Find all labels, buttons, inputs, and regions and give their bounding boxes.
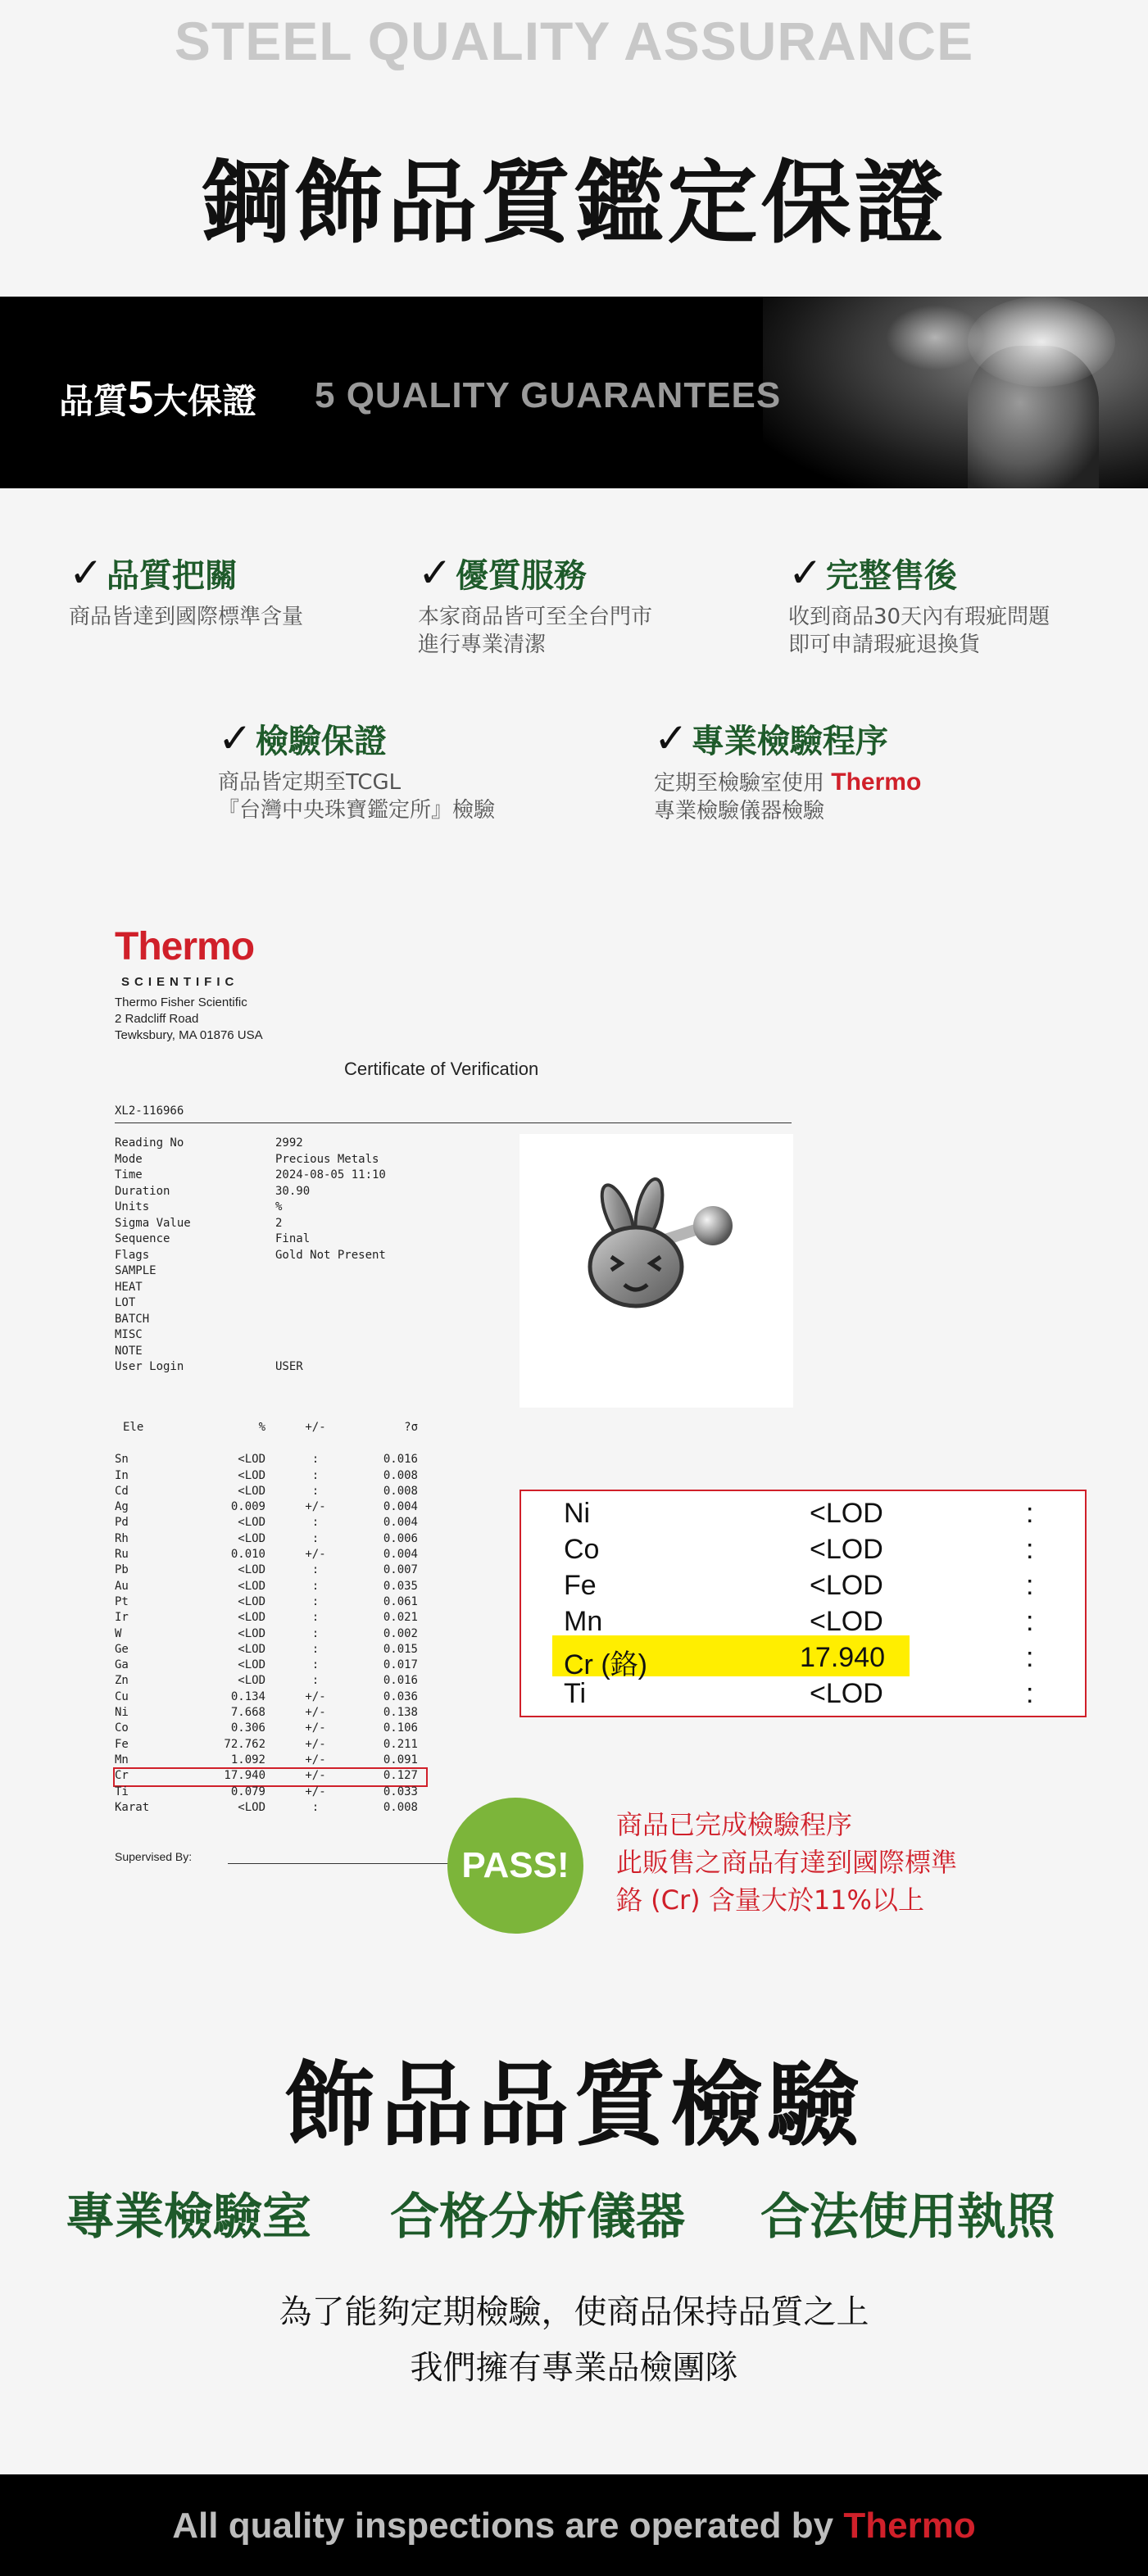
banner-smoke [968,297,1115,387]
footer-brand: Thermo [843,2506,976,2546]
field-key: SAMPLE [115,1264,157,1277]
table-header: Ele % +/- ?σ [123,1421,418,1434]
zoom-cell: Ni [564,1498,591,1529]
inspection-item: 合格分析儀器 [390,2188,685,2246]
certificate-id: XL2-116966 [115,1104,184,1118]
table-cell: : [311,1594,320,1608]
banner-smoke [886,305,984,370]
check-icon: ✓ [218,714,252,762]
field-key: Mode [115,1152,143,1166]
check-icon: ✓ [69,549,103,596]
table-cell: Ge [115,1642,129,1656]
inspection-item: 專業檢驗室 [66,2188,311,2246]
table-row [115,1500,426,1516]
table-cell: Cu [115,1689,129,1703]
table-cell: Ti [115,1785,129,1798]
table-cell: 0.035 [383,1579,418,1593]
guarantee-item: ✓ 檢驗保證 商品皆定期至TCGL 『台灣中央珠寶鑑定所』檢驗 [218,714,496,823]
table-row [115,1532,426,1548]
table-cell: 0.016 [383,1453,418,1467]
table-cell: +/- [305,1753,326,1766]
table-cell: 0.036 [383,1689,418,1703]
certificate-fields [115,1136,386,1376]
certificate-address: Thermo Fisher Scientific 2 Radcliff Road Tewksbury, MA 01876 USA [115,995,263,1042]
thermo-logo: Thermo [115,925,255,968]
table-cell: : [311,1611,320,1625]
table-cell: : [311,1516,320,1530]
zoom-cell: <LOD [810,1606,883,1637]
table-cell: <LOD [238,1453,265,1467]
table-cell: Pd [115,1516,129,1530]
guarantee-item: ✓ 完整售後 收到商品30天內有瑕疵問題 即可申請瑕疵退換貨 [788,549,1050,657]
table-cell: <LOD [238,1516,265,1530]
zoom-cell: Ti [564,1678,587,1709]
table-cell: W [115,1626,122,1640]
table-cell: Ir [115,1611,129,1625]
table-cell: +/- [305,1737,326,1751]
table-cell: 0.021 [383,1611,418,1625]
table-cell: <LOD [238,1468,265,1482]
table-cell: Rh [115,1531,129,1545]
zoom-cell: 17.940 [800,1642,885,1673]
field-key: BATCH [115,1312,150,1326]
table-cell: <LOD [238,1642,265,1656]
table-row [115,1485,426,1500]
table-cell: 0.138 [383,1706,418,1720]
bunny-earring-icon [520,1134,793,1408]
table-cell: : [311,1531,320,1545]
table-cell: 0.017 [383,1658,418,1672]
field-value: 2024-08-05 11:10 [275,1168,386,1181]
table-cell: : [311,1626,320,1640]
table-row [115,1690,426,1706]
table-cell: 72.762 [224,1737,265,1751]
table-cell: Ni [115,1706,129,1720]
zoom-cell: Mn [564,1606,603,1637]
table-cell: 0.033 [383,1785,418,1798]
guarantee-item: ✓ 優質服務 本家商品皆可至全台門市 進行專業清潔 [418,549,653,657]
table-cell: <LOD [238,1800,265,1814]
field-key: Sigma Value [115,1216,191,1230]
element-table [115,1421,426,1816]
table-cell: 0.091 [383,1753,418,1766]
table-cell: 0.009 [230,1500,265,1514]
table-cell: Fe [115,1737,129,1751]
check-icon: ✓ [418,549,452,596]
product-image [520,1134,793,1408]
table-row [115,1753,426,1769]
table-cell: 0.015 [383,1642,418,1656]
guarantee-item: ✓ 品質把關 商品皆達到國際標準含量 [69,549,304,629]
zoom-cell: <LOD [810,1534,883,1565]
field-key: Flags [115,1248,150,1262]
certificate-field [115,1168,386,1184]
certificate-field [115,1280,386,1296]
table-cell: : [311,1563,320,1577]
table-cell: 0.006 [383,1531,418,1545]
table-row-highlighted [115,1769,426,1785]
table-cell: 0.061 [383,1594,418,1608]
table-row [115,1453,426,1468]
zoom-cell: : [1026,1534,1034,1565]
table-cell: 0.004 [383,1516,418,1530]
table-cell: In [115,1468,129,1482]
table-cell: 0.008 [383,1468,418,1482]
zoom-cell: <LOD [810,1570,883,1601]
table-cell: +/- [305,1548,326,1562]
table-cell: 0.008 [383,1484,418,1498]
table-cell: Ag [115,1500,129,1514]
field-key: NOTE [115,1344,143,1358]
table-row [115,1785,426,1801]
field-value: Gold Not Present [275,1248,386,1262]
table-cell: : [311,1453,320,1467]
table-cell: 0.306 [230,1721,265,1735]
element-zoom-callout [520,1490,1087,1717]
field-key: Duration [115,1184,170,1198]
table-cell: <LOD [238,1563,265,1577]
banner-en-label: 5 QUALITY GUARANTEES [315,375,782,415]
pass-description: 商品已完成檢驗程序 此販售之商品有達到國際標準 鉻 (Cr) 含量大於11%以上 [616,1809,958,1916]
table-cell: 17.940 [224,1769,265,1783]
field-value: USER [275,1360,303,1373]
table-row [115,1738,426,1753]
inspection-item: 合法使用執照 [760,2188,1055,2246]
table-row [115,1721,426,1737]
table-cell: <LOD [238,1626,265,1640]
field-value: Precious Metals [275,1152,379,1166]
field-value: Final [275,1232,311,1245]
zoom-cell: <LOD [810,1678,883,1709]
table-cell: <LOD [238,1484,265,1498]
field-key: MISC [115,1328,143,1341]
certificate-of-verification [115,909,795,1893]
table-row [115,1674,426,1689]
zoom-row [521,1676,1085,1712]
table-cell: 7.668 [230,1706,265,1720]
table-cell: Sn [115,1453,129,1467]
table-cell: 0.134 [230,1689,265,1703]
table-row [115,1580,426,1595]
table-cell: +/- [305,1785,326,1798]
divider [115,1122,792,1123]
table-cell: 0.004 [383,1500,418,1514]
table-cell: Mn [115,1753,129,1766]
table-cell: +/- [305,1706,326,1720]
zoom-cell: : [1026,1498,1034,1529]
table-cell: 0.079 [230,1785,265,1798]
table-cell: : [311,1658,320,1672]
table-row [115,1469,426,1485]
certificate-field [115,1184,386,1200]
table-cell: <LOD [238,1531,265,1545]
table-cell: 1.092 [230,1753,265,1766]
table-cell: 0.010 [230,1548,265,1562]
table-cell: +/- [305,1721,326,1735]
zoom-cell: : [1026,1678,1034,1709]
certificate-field [115,1248,386,1264]
table-row [115,1548,426,1563]
field-key: User Login [115,1360,184,1373]
table-cell: Au [115,1579,129,1593]
zoom-cell: : [1026,1642,1034,1673]
certificate-field [115,1200,386,1216]
table-cell: Ga [115,1658,129,1672]
certificate-field [115,1327,386,1344]
table-row [115,1516,426,1531]
table-row [115,1643,426,1658]
table-cell: Zn [115,1674,129,1688]
pass-badge: PASS! [447,1798,583,1934]
zoom-row [521,1604,1085,1640]
table-cell: +/- [305,1500,326,1514]
zoom-cell: : [1026,1606,1034,1637]
table-cell: 0.008 [383,1800,418,1814]
certificate-field [115,1295,386,1312]
table-cell: Pt [115,1594,129,1608]
table-cell: : [311,1579,320,1593]
field-value: 30.90 [275,1184,311,1198]
table-cell: 0.106 [383,1721,418,1735]
footer-text: All quality inspections are operated by Thermo [172,2506,976,2546]
table-cell: +/- [305,1689,326,1703]
supervised-by-label: Supervised By: [115,1850,193,1863]
inspection-title: 飾品品質檢驗 [284,2052,864,2159]
field-value: 2992 [275,1136,303,1150]
field-key: Time [115,1168,143,1181]
table-row [115,1595,426,1611]
zoom-cell: Fe [564,1570,597,1601]
table-cell: 0.211 [383,1737,418,1751]
zoom-cell: Cr (鉻) [564,1649,647,1680]
certificate-field [115,1344,386,1360]
table-row [115,1627,426,1643]
zoom-cell: : [1026,1570,1034,1601]
certificate-field [115,1312,386,1328]
banner-zh-label: 品質5大保證 [59,371,257,423]
table-cell: : [311,1800,320,1814]
guarantee-item: ✓ 專業檢驗程序 定期至檢驗室使用 Thermo 專業檢驗儀器檢驗 [654,714,922,823]
table-cell: : [311,1484,320,1498]
zoom-cell: Co [564,1534,600,1565]
field-key: Reading No [115,1136,184,1150]
table-cell: <LOD [238,1579,265,1593]
table-cell: : [311,1674,320,1688]
table-row [115,1658,426,1674]
zoom-row [521,1496,1085,1532]
table-cell: : [311,1468,320,1482]
table-cell: 0.016 [383,1674,418,1688]
table-cell: 0.007 [383,1563,418,1577]
table-cell: 0.002 [383,1626,418,1640]
table-cell: Ru [115,1548,129,1562]
table-cell: : [311,1642,320,1656]
table-cell: 0.004 [383,1548,418,1562]
table-row [115,1563,426,1579]
field-key: Units [115,1200,150,1213]
thermo-logo-sub: SCIENTIFIC [121,975,239,989]
table-cell: 0.127 [383,1769,418,1783]
certificate-field [115,1231,386,1248]
certificate-field [115,1152,386,1168]
zoom-cell: <LOD [810,1498,883,1529]
check-icon: ✓ [788,549,823,596]
thermo-inline-brand: Thermo [831,769,922,796]
table-row [115,1801,426,1816]
table-cell: <LOD [238,1658,265,1672]
table-cell: Karat [115,1800,150,1814]
guarantee-banner [0,297,1148,488]
table-cell: Co [115,1721,129,1735]
table-row [115,1611,426,1626]
field-key: Sequence [115,1232,170,1245]
certificate-title: Certificate of Verification [344,1059,539,1079]
zoom-row [521,1568,1085,1604]
zoom-row [521,1532,1085,1568]
inspection-description: 為了能夠定期檢驗，使商品保持品質之上 我們擁有專業品檢團隊 [279,2293,869,2387]
zoom-row [521,1640,1085,1680]
footer [0,2474,1148,2576]
table-cell: <LOD [238,1594,265,1608]
table-row [115,1706,426,1721]
table-cell: <LOD [238,1674,265,1688]
table-cell: Cr [115,1769,129,1783]
english-title: STEEL QUALITY ASSURANCE [174,11,974,71]
field-key: HEAT [115,1280,143,1294]
field-value: % [275,1200,283,1213]
table-cell: Cd [115,1484,129,1498]
check-icon: ✓ [654,714,688,762]
table-cell: +/- [305,1769,326,1783]
certificate-field [115,1263,386,1280]
table-cell: <LOD [238,1611,265,1625]
certificate-field [115,1216,386,1232]
certificate-field [115,1136,386,1152]
chinese-title: 鋼飾品質鑑定保證 [200,151,948,256]
certificate-field [115,1359,386,1376]
field-key: LOT [115,1296,136,1309]
table-cell: Pb [115,1563,129,1577]
field-value: 2 [275,1216,283,1230]
